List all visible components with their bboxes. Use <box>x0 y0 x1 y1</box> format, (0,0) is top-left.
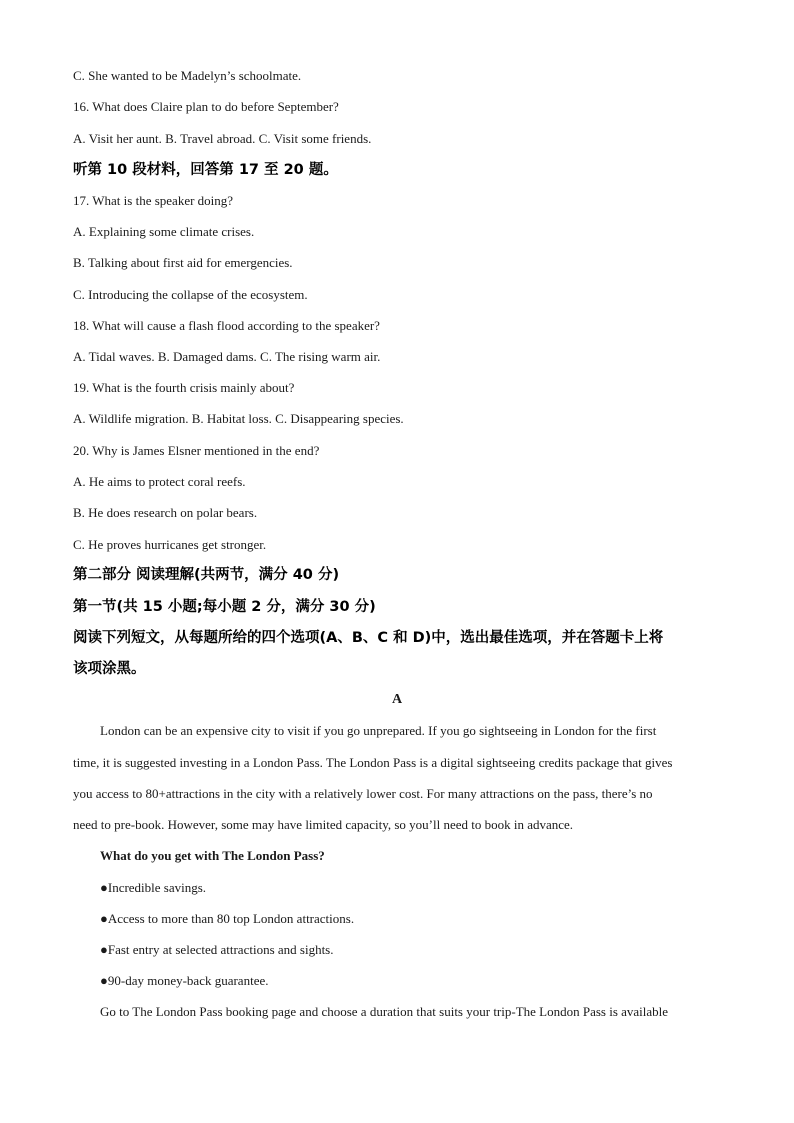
bullet-item <box>100 973 268 989</box>
question-15-option-c: C. She wanted to be Madelyn’s schoolmate. <box>73 68 302 83</box>
passage-title: A <box>391 692 403 707</box>
question-17-option-b: B. Talking about first aid for emergencies. <box>73 255 293 270</box>
bullet-text: 90-day money-back guarantee. <box>107 973 269 988</box>
reading-instruction-line-1: 阅读下列短文，从每题所给的四个选项(A、B、C 和 D)中，选出最佳选项，并在答题卡上将 <box>73 630 664 646</box>
passage-subheading: What do you get with The London Pass? <box>100 848 325 863</box>
bullet-text: Fast entry at selected attractions and sights. <box>107 942 334 957</box>
bullet-item <box>100 880 206 896</box>
question-16: 16. What does Claire plan to do before September? <box>73 99 339 114</box>
question-18-options: A. Tidal waves. B. Damaged dams. C. The rising warm air. <box>73 349 381 364</box>
bullet-item <box>100 911 354 927</box>
bullet-icon: ● <box>100 942 108 957</box>
passage-line-2: time, it is suggested investing in a London Pass. The London Pass is a digital sightseeing credits package that gives <box>73 755 673 770</box>
question-18: 18. What will cause a flash flood according to the speaker? <box>73 318 380 333</box>
passage-line-4: need to pre-book. However, some may have limited capacity, so you’ll need to book in advance. <box>73 817 574 832</box>
bullet-item <box>100 942 334 958</box>
bullet-icon: ● <box>100 911 108 926</box>
bullet-icon: ● <box>100 880 108 895</box>
reading-instruction-line-2: 该项涂黑。 <box>73 661 146 677</box>
bullet-text: Incredible savings. <box>107 880 207 895</box>
passage-line-1: London can be an expensive city to visit if you go unprepared. If you go sightseeing in London for the first <box>100 723 657 738</box>
question-19: 19. What is the fourth crisis mainly about? <box>73 380 295 395</box>
question-16-options: A. Visit her aunt. B. Travel abroad. C. Visit some friends. <box>73 131 372 146</box>
question-20-option-c: C. He proves hurricanes get stronger. <box>73 537 267 552</box>
question-20: 20. Why is James Elsner mentioned in the end? <box>73 443 320 458</box>
question-19-options: A. Wildlife migration. B. Habitat loss. C. Disappearing species. <box>73 411 404 426</box>
question-20-option-a: A. He aims to protect coral reefs. <box>73 474 246 489</box>
question-17-option-c: C. Introducing the collapse of the ecosystem. <box>73 287 308 302</box>
bullet-icon: ● <box>100 973 108 988</box>
question-17-option-a: A. Explaining some climate crises. <box>73 224 255 239</box>
question-20-option-b: B. He does research on polar bears. <box>73 505 258 520</box>
passage-line-3: you access to 80+attractions in the city with a relatively lower cost. For many attractions on the pass, there’s no <box>73 786 653 801</box>
passage-line-5: Go to The London Pass booking page and choose a duration that suits your trip-The London Pass is available <box>100 1004 669 1019</box>
section-1-heading: 第一节(共 15 小题;每小题 2 分，满分 30 分) <box>73 599 376 615</box>
section-10-instruction: 听第 10 段材料，回答第 17 至 20 题。 <box>73 162 338 178</box>
bullet-text: Access to more than 80 top London attractions. <box>107 911 355 926</box>
question-17: 17. What is the speaker doing? <box>73 193 234 208</box>
part-2-heading: 第二部分 阅读理解(共两节，满分 40 分) <box>73 567 340 583</box>
